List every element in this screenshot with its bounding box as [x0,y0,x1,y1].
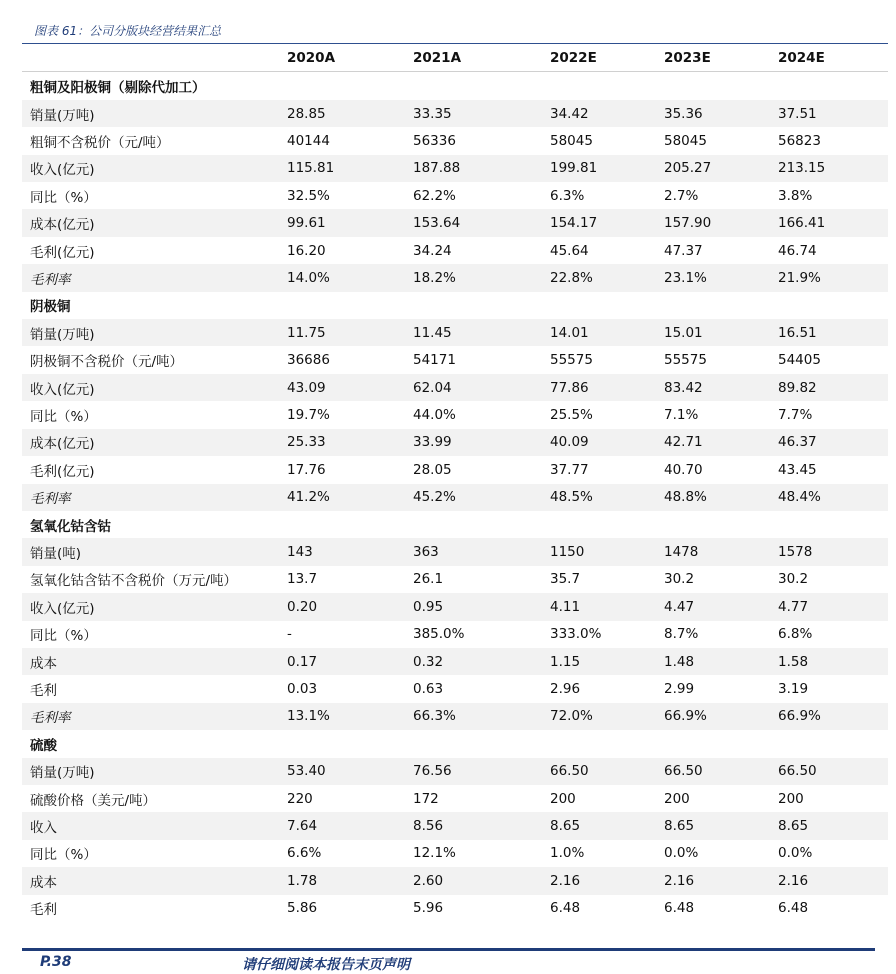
cell-value: 1578 [778,544,813,561]
cell-value: 37.51 [778,105,817,122]
table-row [22,237,888,264]
cell-value: 199.81 [550,160,598,177]
cell-value: 8.65 [550,818,581,835]
cell-value: 166.41 [778,215,826,232]
cell-value: 363 [413,544,439,561]
cell-value: 143 [287,544,313,561]
cell-value: 58045 [664,132,707,149]
row-label: 阴极铜不含税价（元/吨） [30,354,184,371]
table-row [22,621,888,648]
row-label: 收入(亿元) [30,381,95,398]
cell-value: 12.1% [413,845,456,862]
table-row [22,209,888,236]
row-label: 氢氧化钴含钴不含税价（万元/吨） [30,573,238,590]
cell-value: 26.1 [413,571,444,588]
cell-value: 6.48 [664,900,695,917]
cell-value: 2.7% [664,187,699,204]
cell-value: 25.33 [287,434,326,451]
cell-value: 19.7% [287,406,330,423]
table-row [22,319,888,346]
cell-value: 54405 [778,352,821,369]
cell-value: 32.5% [287,187,330,204]
cell-value: 205.27 [664,160,712,177]
cell-value: 2.99 [664,681,695,698]
cell-value: 14.0% [287,269,330,286]
row-label: 毛利 [30,902,57,919]
cell-value: 8.65 [664,818,695,835]
cell-value: 72.0% [550,708,593,725]
cell-value: 33.99 [413,434,452,451]
cell-value: 42.71 [664,434,703,451]
table-row [22,812,888,839]
table-row [22,374,888,401]
row-label: 粗铜不含税价（元/吨） [30,134,170,151]
table-row [22,840,888,867]
cell-value: 62.04 [413,379,452,396]
cell-value: 22.8% [550,269,593,286]
row-label: 氢氧化钴含钴 [30,518,111,535]
row-label: 粗铜及阳极铜（剔除代加工） [30,80,206,97]
cell-value: 66.3% [413,708,456,725]
cell-value: 43.09 [287,379,326,396]
cell-value: 46.74 [778,242,817,259]
table-row [22,895,888,922]
row-label: 毛利率 [30,491,71,508]
row-label: 阴极铜 [30,299,71,316]
cell-value: 66.9% [664,708,707,725]
cell-value: 14.01 [550,324,589,341]
page-number: P.38 [40,954,72,970]
table-row [22,648,888,675]
cell-value: 0.63 [413,681,444,698]
row-label: 硫酸 [30,737,57,754]
cell-value: 153.64 [413,215,461,232]
cell-value: 11.45 [413,324,452,341]
cell-value: 66.50 [778,763,817,780]
cell-value: 41.2% [287,489,330,506]
cell-value: 5.86 [287,900,318,917]
table-row [22,703,888,730]
row-label: 同比（%） [30,408,97,425]
cell-value: 16.20 [287,242,326,259]
cell-value: 48.5% [550,489,593,506]
cell-value: 115.81 [287,160,335,177]
header-cell-2023e: 2023E [664,50,711,67]
cell-value: 8.56 [413,818,444,835]
cell-value: 55575 [664,352,707,369]
cell-value: 48.8% [664,489,707,506]
cell-value: 37.77 [550,461,589,478]
cell-value: 40.70 [664,461,703,478]
cell-value: 35.36 [664,105,703,122]
cell-value: 0.0% [778,845,813,862]
row-label: 销量(万吨) [30,107,95,124]
cell-value: 83.42 [664,379,703,396]
cell-value: 0.0% [664,845,699,862]
cell-value: 43.45 [778,461,817,478]
table-row [22,675,888,702]
cell-value: 2.60 [413,872,444,889]
row-label: 毛利(亿元) [30,244,95,261]
cell-value: 17.76 [287,461,326,478]
cell-value: 7.1% [664,406,699,423]
table-row [22,758,888,785]
cell-value: 0.20 [287,598,318,615]
financial-table [22,45,888,922]
cell-value: 13.1% [287,708,330,725]
cell-value: 2.16 [778,872,809,889]
table-row [22,566,888,593]
footer-rule [22,948,875,951]
cell-value: 200 [550,790,576,807]
cell-value: 1478 [664,544,699,561]
cell-value: 66.50 [550,763,589,780]
cell-value: 28.85 [287,105,326,122]
cell-value: 45.64 [550,242,589,259]
cell-value: 1.58 [778,653,809,670]
cell-value: 56336 [413,132,456,149]
cell-value: 44.0% [413,406,456,423]
table-row [22,264,888,291]
cell-value: 187.88 [413,160,461,177]
row-label: 销量(吨) [30,546,82,563]
table-row [22,100,888,127]
cell-value: 200 [664,790,690,807]
cell-value: 40144 [287,132,330,149]
cell-value: 8.7% [664,626,699,643]
cell-value: 220 [287,790,313,807]
table-row [22,538,888,565]
cell-value: 45.2% [413,489,456,506]
cell-value: 7.64 [287,818,318,835]
row-label: 毛利率 [30,271,71,288]
row-label: 同比（%） [30,189,97,206]
cell-value: 4.11 [550,598,581,615]
row-label: 硫酸价格（美元/吨） [30,792,157,809]
row-label: 成本 [30,655,57,672]
header-cell-2020a: 2020A [287,50,336,67]
row-label: 收入(亿元) [30,162,95,179]
cell-value: 21.9% [778,269,821,286]
cell-value: 0.17 [287,653,318,670]
cell-value: 2.16 [550,872,581,889]
cell-value: 385.0% [413,626,465,643]
cell-value: 46.37 [778,434,817,451]
cell-value: 6.6% [287,845,322,862]
cell-value: 333.0% [550,626,602,643]
table-row [22,785,888,812]
section-header-row [22,730,888,757]
cell-value: 76.56 [413,763,452,780]
row-label: 毛利(亿元) [30,463,95,480]
table-row [22,155,888,182]
cell-value: 47.37 [664,242,703,259]
cell-value: 2.16 [664,872,695,889]
header-cell-2024e: 2024E [778,50,825,67]
cell-value: 25.5% [550,406,593,423]
section-header-row [22,292,888,319]
row-label: 成本(亿元) [30,436,95,453]
cell-value: 0.03 [287,681,318,698]
cell-value: 6.48 [778,900,809,917]
cell-value: 1.78 [287,872,318,889]
table-row [22,429,888,456]
table-row [22,346,888,373]
disclaimer-note: 请仔细阅读本报告末页声明 [242,957,410,973]
table-row [22,593,888,620]
cell-value: 0.95 [413,598,444,615]
row-label: 收入(亿元) [30,600,95,617]
cell-value: 4.47 [664,598,695,615]
section-header-row [22,511,888,538]
row-label: 毛利率 [30,710,71,727]
cell-value: 54171 [413,352,456,369]
table-row [22,182,888,209]
cell-value: 77.86 [550,379,589,396]
figure-title: 图表 61：公司分版块经营结果汇总 [34,24,222,38]
header-cell-2022e: 2022E [550,50,597,67]
cell-value: 18.2% [413,269,456,286]
cell-value: 1.15 [550,653,581,670]
cell-value: 58045 [550,132,593,149]
cell-value: 28.05 [413,461,452,478]
cell-value: 62.2% [413,187,456,204]
row-label: 毛利 [30,683,57,700]
cell-value: 1150 [550,544,585,561]
cell-value: 213.15 [778,160,826,177]
cell-value: 15.01 [664,324,703,341]
row-label: 同比（%） [30,628,97,645]
cell-value: 66.50 [664,763,703,780]
cell-value: 40.09 [550,434,589,451]
table-row [22,867,888,894]
section-header-row [22,72,888,99]
cell-value: 0.32 [413,653,444,670]
top-rule [22,43,888,44]
cell-value: 48.4% [778,489,821,506]
cell-value: 23.1% [664,269,707,286]
table-row [22,127,888,154]
row-label: 成本(亿元) [30,217,95,234]
cell-value: 3.8% [778,187,813,204]
cell-value: 172 [413,790,439,807]
cell-value: 34.42 [550,105,589,122]
cell-value: 4.77 [778,598,809,615]
cell-value: 154.17 [550,215,598,232]
cell-value: 1.48 [664,653,695,670]
cell-value: 89.82 [778,379,817,396]
cell-value: 2.96 [550,681,581,698]
cell-value: - [287,626,292,643]
cell-value: 11.75 [287,324,326,341]
cell-value: 1.0% [550,845,585,862]
row-label: 销量(万吨) [30,765,95,782]
cell-value: 56823 [778,132,821,149]
cell-value: 35.7 [550,571,581,588]
row-label: 销量(万吨) [30,326,95,343]
row-label: 收入 [30,820,57,837]
cell-value: 33.35 [413,105,452,122]
cell-value: 6.3% [550,187,585,204]
table-row [22,456,888,483]
cell-value: 66.9% [778,708,821,725]
cell-value: 55575 [550,352,593,369]
cell-value: 30.2 [778,571,809,588]
row-label: 成本 [30,874,57,891]
table-row [22,484,888,511]
cell-value: 6.8% [778,626,813,643]
cell-value: 16.51 [778,324,817,341]
table-header-row [22,45,888,72]
cell-value: 53.40 [287,763,326,780]
cell-value: 99.61 [287,215,326,232]
cell-value: 36686 [287,352,330,369]
cell-value: 30.2 [664,571,695,588]
cell-value: 200 [778,790,804,807]
row-label: 同比（%） [30,847,97,864]
cell-value: 6.48 [550,900,581,917]
cell-value: 8.65 [778,818,809,835]
cell-value: 13.7 [287,571,318,588]
cell-value: 3.19 [778,681,809,698]
cell-value: 34.24 [413,242,452,259]
header-cell-2021a: 2021A [413,50,462,67]
table-row [22,401,888,428]
cell-value: 157.90 [664,215,712,232]
cell-value: 5.96 [413,900,444,917]
cell-value: 7.7% [778,406,813,423]
